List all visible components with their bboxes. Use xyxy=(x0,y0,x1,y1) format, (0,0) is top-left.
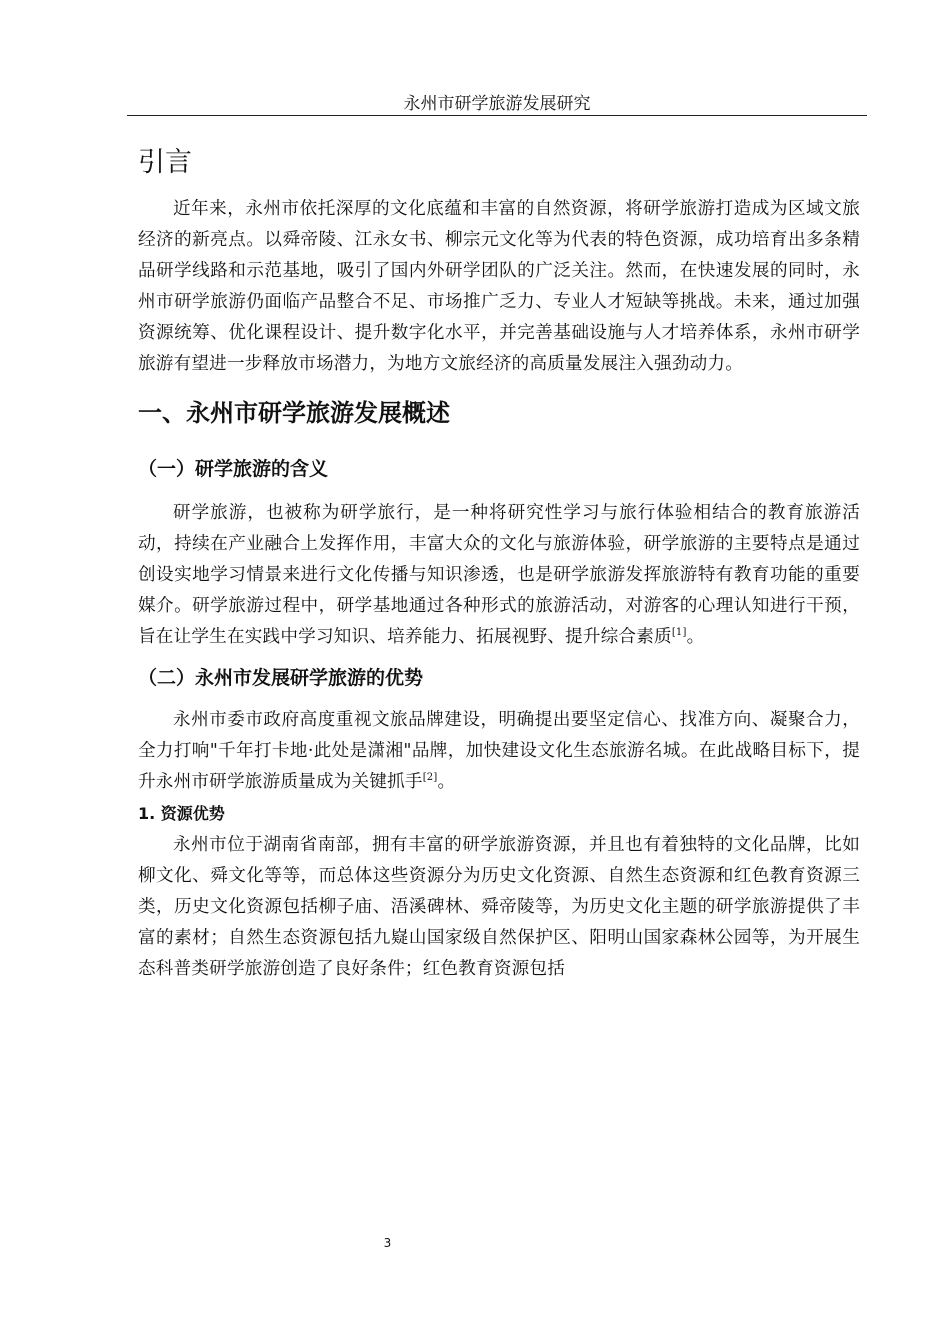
citation-1: [1] xyxy=(671,627,687,638)
page-number: 3 xyxy=(383,1236,392,1250)
citation-2: [2] xyxy=(422,772,438,783)
subsection-2-heading: （二）永州市发展研学旅游的优势 xyxy=(138,667,424,689)
section-1-heading: 一、永州市研学旅游发展概述 xyxy=(138,399,450,427)
subsection-1-heading: （一）研学旅游的含义 xyxy=(138,458,329,480)
subsection-1-paragraph xyxy=(138,498,860,653)
subsection-2-paragraph xyxy=(138,705,860,798)
intro-paragraph: 近年来，永州市依托深厚的文化底蕴和丰富的自然资源，将研学旅游打造成为区域文旅经济的新亮点。以舜帝陵、江永女书、柳宗元文化等为代表的特色资源，成功培育出多条精品研学线路和示范基地，吸引了国内外研学团队的广泛关注。然而，在快速发展的同时，永州市研学旅游仍面临产品整合不足、市场推广乏力、专业人才短缺等挑战。未来，通过加强资源统筹、优化课程设计、提升数字化水平，并完善基础设施与人才培养体系，永州市研学旅游有望进一步释放市场潜力，为地方文旅经济的高质量发展注入强劲动力。 xyxy=(138,199,860,374)
subsection-1-text: 研学旅游，也被称为研学旅行，是一种将研究性学习与旅行体验相结合的教育旅游活动，持续在产业融合上发挥作用，丰富大众的文化与旅游体验，研学旅游的主要特点是通过创设实地学习情景来进行文化传播与知识渗透，也是研学旅游发挥旅游特有教育功能的重要媒介。研学旅游过程中，研学基地通过各种形式的旅游活动，对游客的心理认知进行干预，旨在让学生在实践中学习知识、培养能力、拓展视野、提升综合素质 xyxy=(138,503,860,647)
document-body xyxy=(138,140,860,985)
subsection-2-text: 永州市委市政府高度重视文旅品牌建设，明确提出要坚定信心、找准方向、凝聚合力，全力打响"千年打卡地·此处是潇湘"品牌，加快建设文化生态旅游名城。在此战略目标下，提升永州市研学旅游质量成为关键抓手 xyxy=(138,710,860,792)
item-1-heading: 1. 资源优势 xyxy=(138,804,225,823)
subsection-2-end: 。 xyxy=(437,772,456,792)
page-header: 永州市研学旅游发展研究 xyxy=(127,93,867,116)
intro-heading: 引言 xyxy=(138,147,192,178)
subsection-1-end: 。 xyxy=(686,627,705,647)
item-1-paragraph: 永州市位于湖南省南部，拥有丰富的研学旅游资源，并且也有着独特的文化品牌，比如柳文化、舜文化等等，而总体这些资源分为历史文化资源、自然生态资源和红色教育资源三类，历史文化资源包括柳子庙、浯溪碑林、舜帝陵等，为历史文化主题的研学旅游提供了丰富的素材；自然生态资源包括九嶷山国家级自然保护区、阳明山国家森林公园等，为开展生态科普类研学旅游创造了良好条件；红色教育资源包括 xyxy=(138,835,860,979)
